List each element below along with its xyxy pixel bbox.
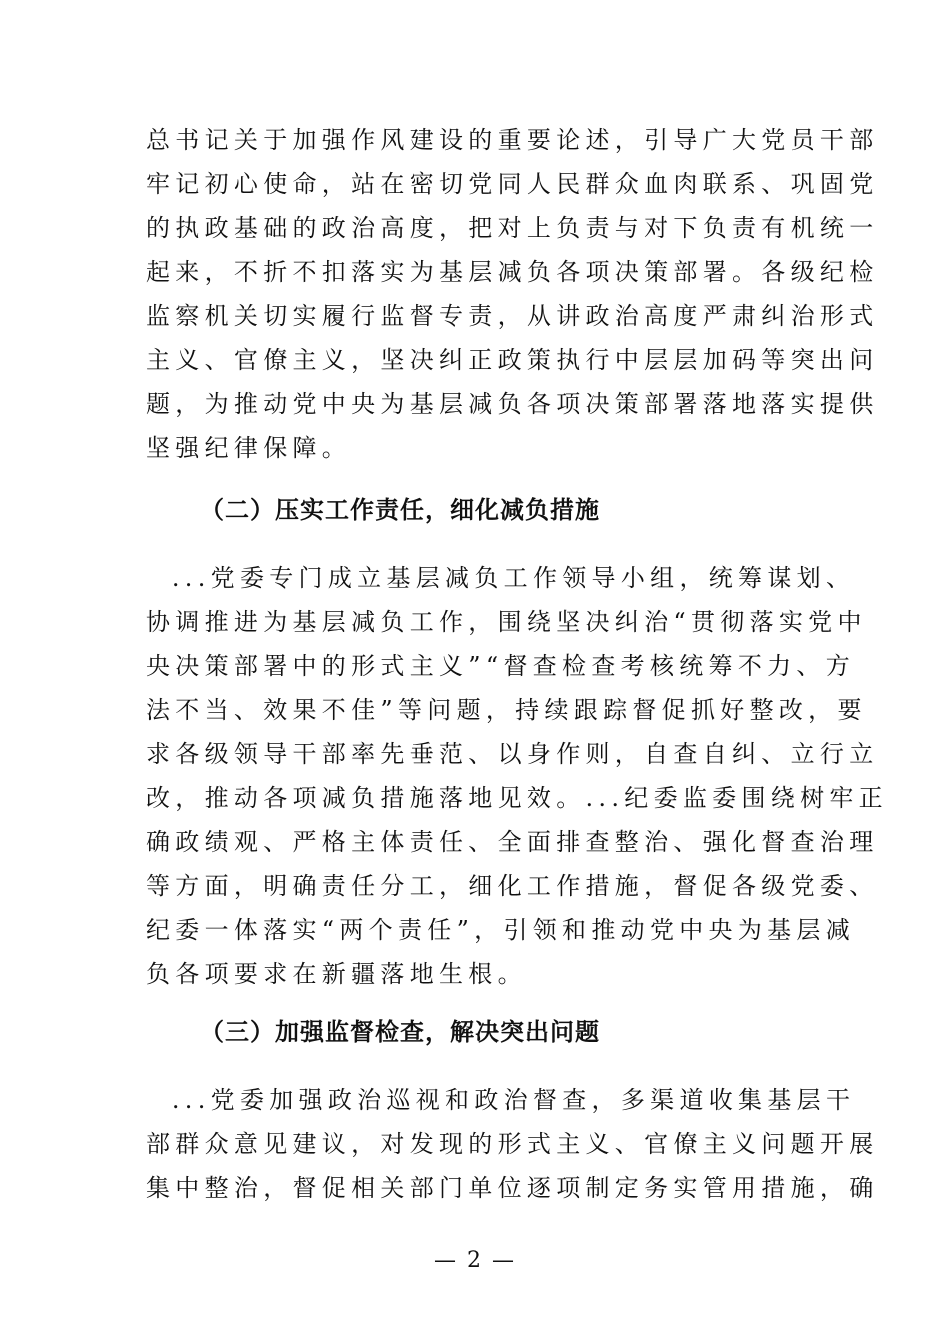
- paragraph-line: 求各级领导干部率先垂范、以身作则，自查自纠、立行立: [146, 740, 879, 768]
- paragraph-line: 法不当、效果不佳”等问题，持续跟踪督促抓好整改，要: [146, 696, 867, 724]
- paragraph-1: [146, 118, 879, 470]
- paragraph-line: 集中整治，督促相关部门单位逐项制定务实管用措施，确: [146, 1174, 879, 1202]
- paragraph-line: 协调推进为基层减负工作，围绕坚决纠治“贯彻落实党中: [146, 608, 867, 636]
- paragraph-line: 监察机关切实履行监督专责，从讲政治高度严肃纠治形式: [146, 302, 879, 330]
- paragraph-line: ...党委专门成立基层减负工作领导小组，统筹谋划、: [146, 564, 856, 592]
- paragraph-line: 等方面，明确责任分工，细化工作措施，督促各级党委、: [146, 872, 879, 900]
- section-heading-2: （二）压实工作责任，细化减负措施: [200, 495, 600, 524]
- paragraph-line: 负各项要求在新疆落地生根。: [146, 960, 527, 988]
- paragraph-line: 主义、官僚主义，坚决纠正政策执行中层层加码等突出问: [146, 346, 879, 374]
- paragraph-line: 牢记初心使命，站在密切党同人民群众血肉联系、巩固党: [146, 170, 879, 198]
- paragraph-line: 总书记关于加强作风建设的重要论述，引导广大党员干部: [146, 126, 879, 154]
- page-number: — 2 —: [434, 1248, 516, 1273]
- paragraph-line: ...党委加强政治巡视和政治督查，多渠道收集基层干: [146, 1086, 856, 1114]
- paragraph-line: 的执政基础的政治高度，把对上负责与对下负责有机统一: [146, 214, 879, 242]
- paragraph-line: 改，推动各项减负措施落地见效。...纪委监委围绕树牢正: [146, 784, 888, 812]
- paragraph-line: 起来，不折不扣落实为基层减负各项决策部署。各级纪检: [146, 258, 879, 286]
- paragraph-2: [146, 556, 888, 996]
- paragraph-3: [146, 1078, 879, 1210]
- paragraph-line: 部群众意见建议，对发现的形式主义、官僚主义问题开展: [146, 1130, 879, 1158]
- section-heading-3: （三）加强监督检查，解决突出问题: [200, 1017, 600, 1046]
- paragraph-line: 题，为推动党中央为基层减负各项决策部署落地落实提供: [146, 390, 879, 418]
- paragraph-line: 坚强纪律保障。: [146, 434, 352, 462]
- paragraph-line: 确政绩观、严格主体责任、全面排查整治、强化督查治理: [146, 828, 879, 856]
- paragraph-line: 央决策部署中的形式主义”“督查检查考核统筹不力、方: [146, 652, 856, 680]
- paragraph-line: 纪委一体落实“两个责任”，引领和推动党中央为基层减: [146, 916, 856, 944]
